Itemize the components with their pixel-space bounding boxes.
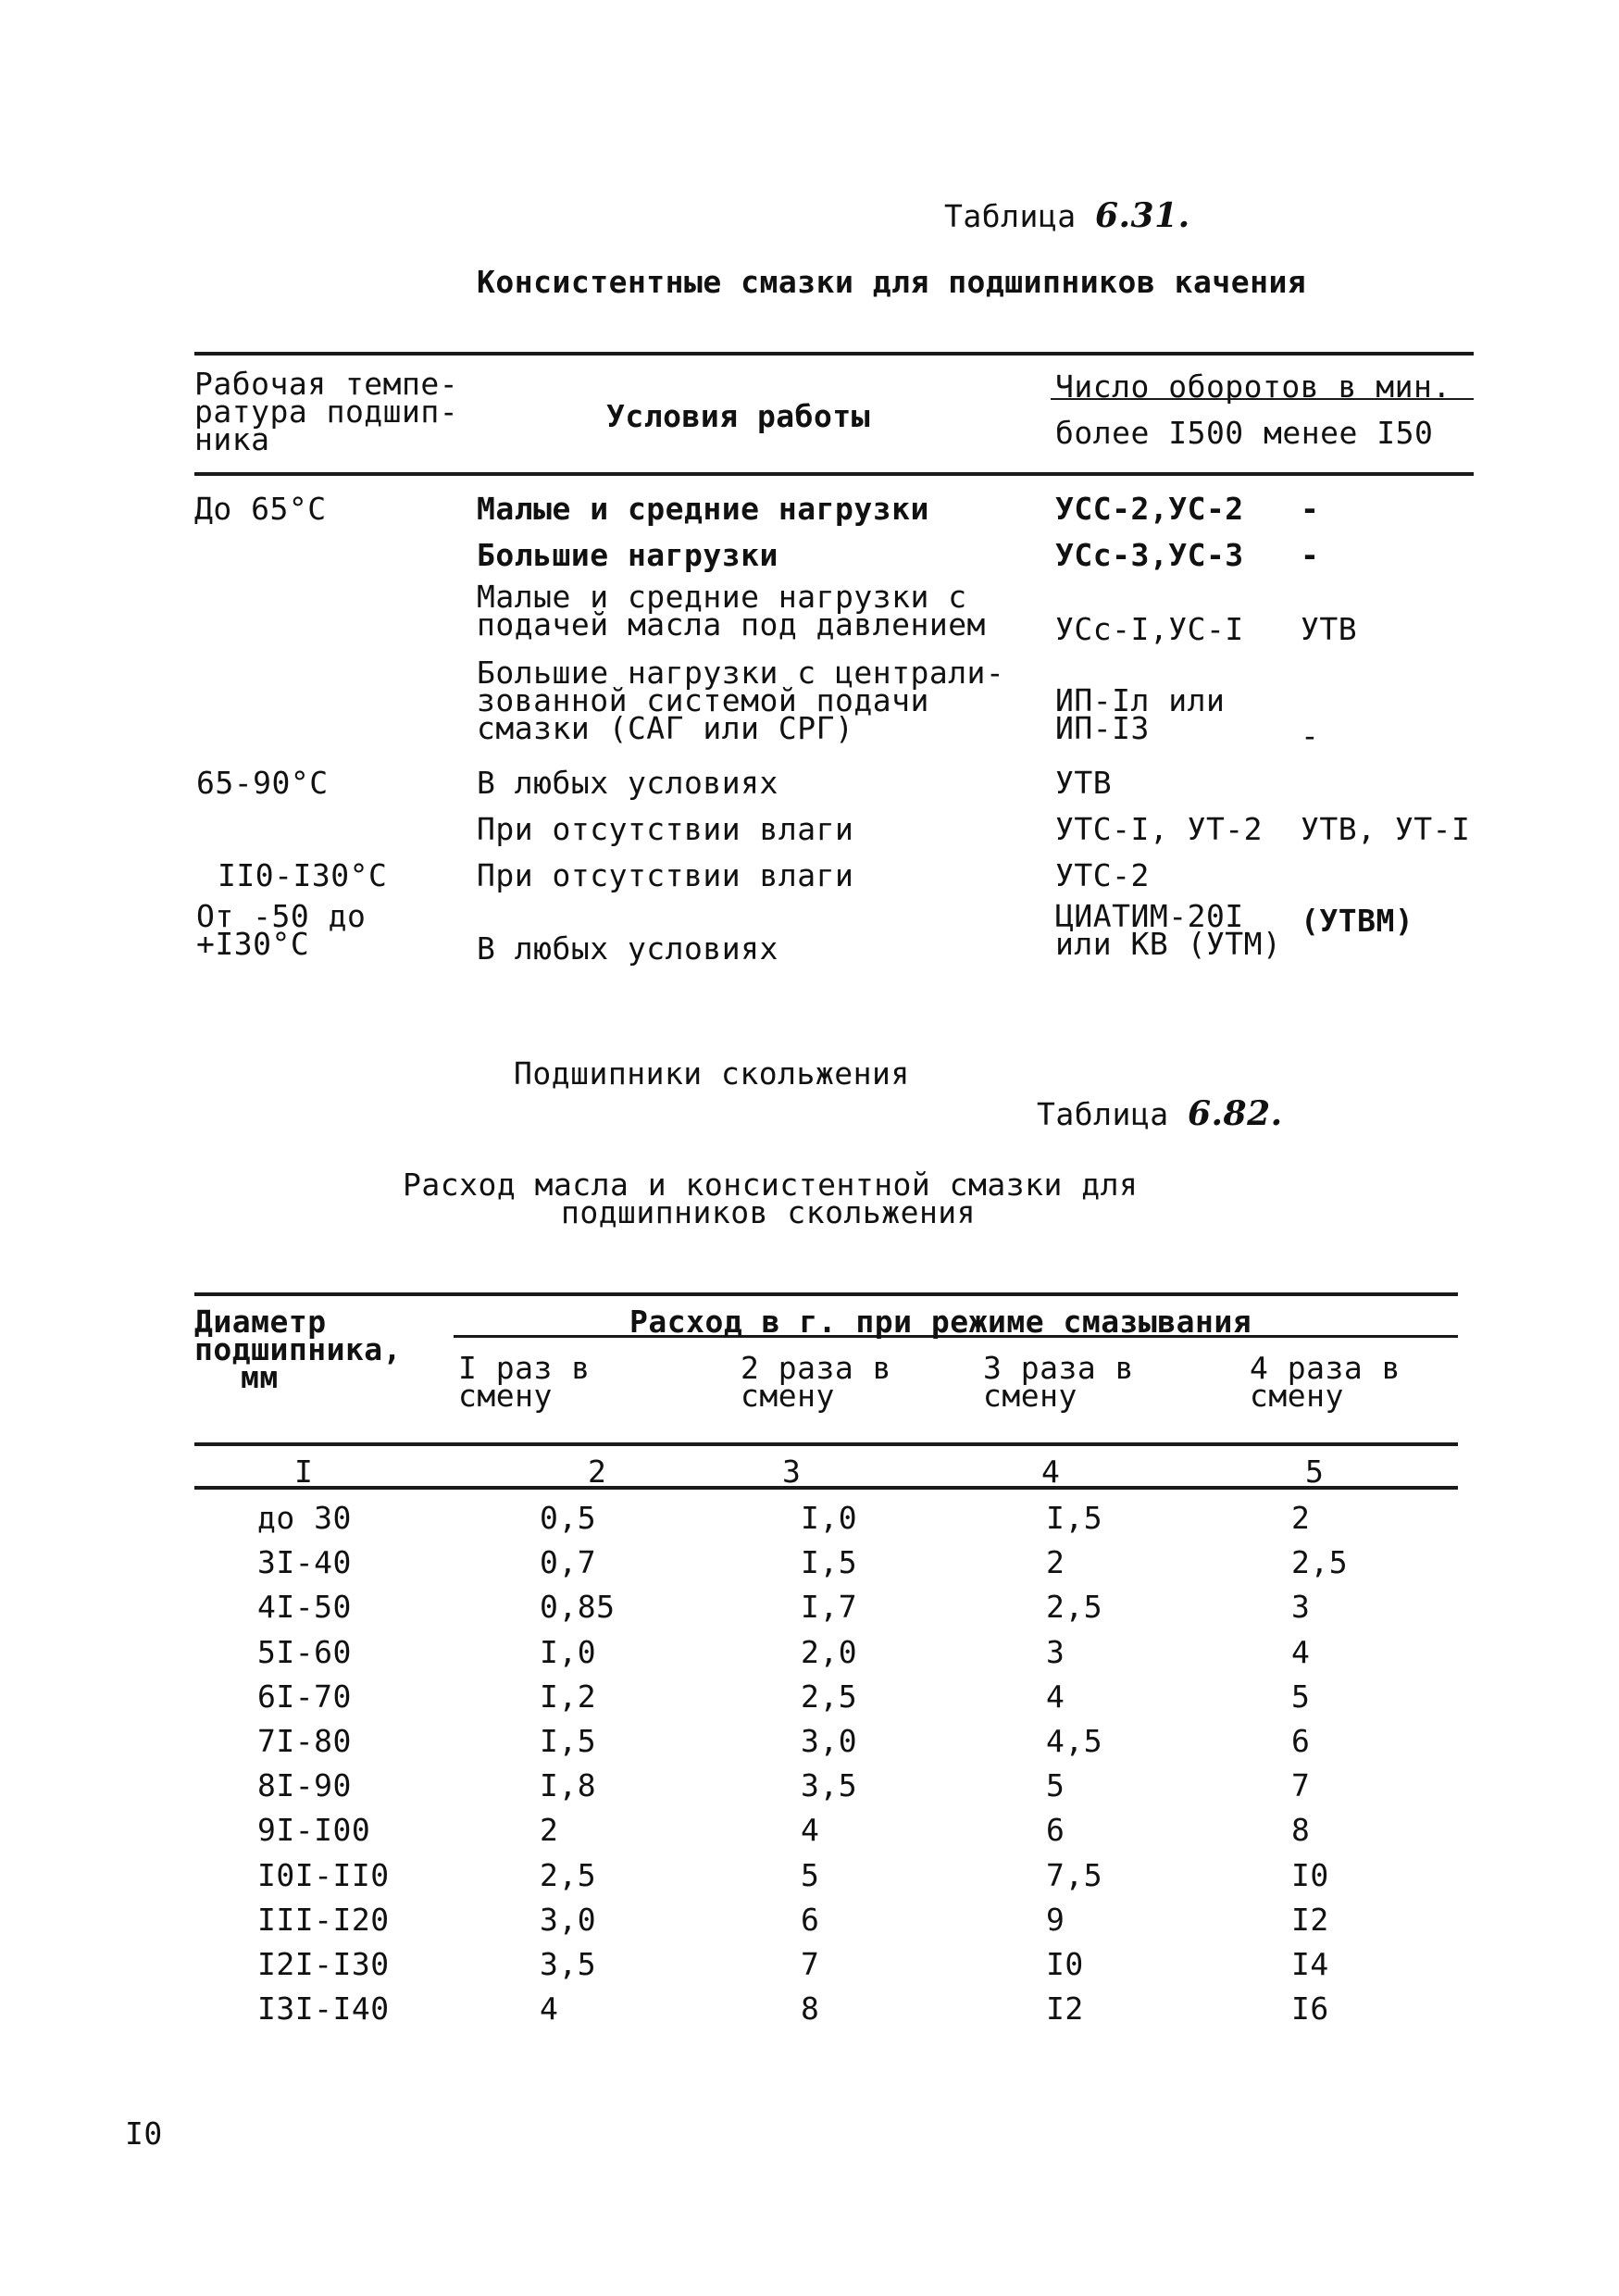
col-line: смену bbox=[1250, 1378, 1344, 1414]
table2-cell-value: 6 bbox=[1291, 1723, 1311, 1759]
table2-caption bbox=[1037, 1094, 1283, 1133]
table2-cell-value: 4 bbox=[1291, 1634, 1311, 1670]
table2-header-rule bbox=[194, 1442, 1458, 1446]
table1-row-cond bbox=[477, 655, 1005, 746]
table2-cell-diameter: III-I20 bbox=[257, 1902, 390, 1938]
high-line: ИП-Iл или bbox=[1055, 682, 1226, 718]
table2-cell-value: 8 bbox=[1291, 1812, 1311, 1848]
table2-col-number: I bbox=[294, 1454, 314, 1490]
table2-cell-value: 0,7 bbox=[540, 1544, 597, 1580]
table2-cell-value: 6 bbox=[1046, 1812, 1065, 1848]
table1-header-temperature bbox=[194, 366, 459, 457]
table1-row-cond bbox=[477, 579, 986, 643]
table2-cell-value: 0,85 bbox=[540, 1589, 616, 1625]
table1-top-rule bbox=[194, 352, 1474, 356]
table2-col-number: 3 bbox=[782, 1454, 802, 1490]
table2-cell-value: I,7 bbox=[801, 1589, 858, 1625]
table1-row-temp: От -50 до +I30°С bbox=[196, 898, 367, 962]
table2-cell-value: I2 bbox=[1291, 1902, 1329, 1938]
header-line: Диаметр bbox=[194, 1304, 327, 1340]
table1-row-temp: II0-I30°С bbox=[218, 857, 388, 893]
table1-row-high: УТС-2 bbox=[1055, 857, 1150, 893]
title-line: Расход масла и консистентной смазки для bbox=[403, 1167, 1139, 1203]
table2-cell-value: I2 bbox=[1046, 1990, 1084, 2027]
page-number: I0 bbox=[125, 2115, 163, 2152]
table2-cell-value: 2,5 bbox=[540, 1857, 597, 1893]
cond-line: Большие нагрузки с централи- bbox=[477, 655, 1005, 691]
table2-cell-value: 9 bbox=[1046, 1902, 1065, 1938]
table2-cell-value: 7,5 bbox=[1046, 1857, 1103, 1893]
table2-cell-diameter: I2I-I30 bbox=[257, 1946, 390, 1982]
table2-cell-value: 4 bbox=[540, 1990, 559, 2027]
table1-row-cond: Малые и средние нагрузки bbox=[477, 491, 929, 527]
col-line: 2 раза в bbox=[741, 1350, 891, 1386]
table1-caption-number: 6.31. bbox=[1094, 196, 1190, 235]
high-line: или КВ (УТМ) bbox=[1055, 926, 1282, 962]
table2-top-rule bbox=[194, 1292, 1458, 1296]
table1-title: Консистентные смазки для подшипников качения bbox=[477, 264, 1307, 300]
table2-cell-value: 8 bbox=[801, 1990, 820, 2027]
table2-title bbox=[403, 1167, 1139, 1230]
table2-cell-diameter: 8I-90 bbox=[257, 1767, 352, 1803]
table2-cell-value: 4 bbox=[1046, 1678, 1065, 1715]
table2-cell-value: 3,5 bbox=[540, 1946, 597, 1982]
table2-cell-value: 4,5 bbox=[1046, 1723, 1103, 1759]
table2-cell-diameter: 7I-80 bbox=[257, 1723, 352, 1759]
table2-cell-diameter: I0I-II0 bbox=[257, 1857, 390, 1893]
table1-row-high: УСс-I,УС-I bbox=[1055, 611, 1244, 647]
table1-row-high bbox=[1055, 898, 1282, 962]
cond-line: смазки (САГ или СРГ) bbox=[477, 710, 854, 746]
table1-row-cond: При отсутствии влаги bbox=[477, 857, 854, 893]
col-line: 4 раза в bbox=[1250, 1350, 1401, 1386]
table2-cell-value: 6 bbox=[801, 1902, 820, 1938]
table2-cell-value: 5 bbox=[1291, 1678, 1311, 1715]
table1-row-cond: В любых условиях bbox=[477, 930, 778, 967]
table2-cell-value: 2 bbox=[1046, 1544, 1065, 1580]
table1-row-cond: В любых условиях bbox=[477, 765, 778, 801]
table1-header-rpm-low: менее I50 bbox=[1264, 415, 1434, 451]
table2-header-diameter bbox=[194, 1304, 403, 1395]
table2-cell-value: 2,5 bbox=[1046, 1589, 1103, 1625]
col-line: смену bbox=[983, 1378, 1077, 1414]
table2-cell-value: I,0 bbox=[540, 1634, 597, 1670]
table2-cell-value: 3 bbox=[1046, 1634, 1065, 1670]
cond-line: Малые и средние нагрузки с bbox=[477, 579, 967, 615]
table2-cell-value: 2 bbox=[1291, 1500, 1311, 1536]
table2-header-col bbox=[458, 1350, 591, 1414]
table2-cell-diameter: 5I-60 bbox=[257, 1634, 352, 1670]
title-line: подшипников скольжения bbox=[560, 1194, 977, 1230]
table2-cell-value: I6 bbox=[1291, 1990, 1329, 2027]
table2-header-col bbox=[741, 1350, 891, 1414]
high-line: ИП-I3 bbox=[1055, 710, 1150, 746]
table2-cell-value: I,5 bbox=[1046, 1500, 1103, 1536]
table2-col-number: 4 bbox=[1041, 1454, 1061, 1490]
table2-number-rule bbox=[194, 1486, 1458, 1490]
header-line: подшипника, bbox=[194, 1331, 403, 1367]
table1-header-conditions: Условия работы bbox=[606, 398, 871, 434]
table1-row-high bbox=[1055, 682, 1226, 746]
table2-cell-diameter: 9I-I00 bbox=[257, 1812, 371, 1848]
table2-cell-value: I,5 bbox=[540, 1723, 597, 1759]
table1-row-high: УТС-I, УТ-2 bbox=[1055, 811, 1264, 847]
table2-cell-value: 3 bbox=[1291, 1589, 1311, 1625]
col-line: I раз в bbox=[458, 1350, 591, 1386]
table2-cell-value: I,2 bbox=[540, 1678, 597, 1715]
table1-header-rpm-high: более I500 bbox=[1055, 415, 1244, 451]
table2-caption-prefix: Таблица bbox=[1037, 1096, 1169, 1132]
table1-row-temp: До 65°С bbox=[194, 491, 327, 527]
high-line: ЦИАТИМ-20I bbox=[1055, 898, 1244, 934]
table2-cell-value: 7 bbox=[801, 1946, 820, 1982]
table2-header-col bbox=[983, 1350, 1134, 1414]
table2-cell-value: 4 bbox=[801, 1812, 820, 1848]
table1-row-low: - bbox=[1301, 718, 1320, 754]
table2-header-group: Расход в г. при режиме смазывания bbox=[629, 1304, 1252, 1340]
table1-header-rpm: Число оборотов в мин. bbox=[1055, 368, 1451, 405]
table2-cell-value: 2,5 bbox=[801, 1678, 858, 1715]
table2-cell-value: 5 bbox=[1046, 1767, 1065, 1803]
section-title: Подшипники скольжения bbox=[514, 1055, 910, 1092]
table1-caption-prefix: Таблица bbox=[944, 198, 1077, 234]
table2-header-col bbox=[1250, 1350, 1401, 1414]
table2-col-number: 5 bbox=[1305, 1454, 1325, 1490]
table2-cell-value: 2 bbox=[540, 1812, 559, 1848]
table1-row-high: УТВ bbox=[1055, 765, 1113, 801]
table1-caption bbox=[944, 196, 1190, 235]
table2-cell-diameter: до 30 bbox=[257, 1500, 352, 1536]
table2-cell-value: I,0 bbox=[801, 1500, 858, 1536]
table2-cell-value: 2,5 bbox=[1291, 1544, 1349, 1580]
table1-row-temp: 65-90°С bbox=[196, 765, 329, 801]
table1-row-low: - bbox=[1301, 537, 1320, 573]
table1-row-low: - bbox=[1301, 491, 1320, 527]
table2-cell-value: 2,0 bbox=[801, 1634, 858, 1670]
header-line: ника bbox=[194, 421, 270, 457]
table2-col-number: 2 bbox=[588, 1454, 607, 1490]
table2-caption-number: 6.82. bbox=[1187, 1094, 1283, 1133]
table2-cell-diameter: 6I-70 bbox=[257, 1678, 352, 1715]
table2-cell-value: 3,0 bbox=[801, 1723, 858, 1759]
table2-cell-value: I,5 bbox=[801, 1544, 858, 1580]
table2-cell-diameter: I3I-I40 bbox=[257, 1990, 390, 2027]
table2-cell-value: 7 bbox=[1291, 1767, 1311, 1803]
table2-cell-value: I0 bbox=[1046, 1946, 1084, 1982]
table2-cell-diameter: 3I-40 bbox=[257, 1544, 352, 1580]
col-line: 3 раза в bbox=[983, 1350, 1134, 1386]
table2-cell-value: 5 bbox=[801, 1857, 820, 1893]
header-line: ратура подшип- bbox=[194, 393, 459, 430]
table2-cell-value: I,8 bbox=[540, 1767, 597, 1803]
col-line: смену bbox=[458, 1378, 553, 1414]
table1-row-low: УТВ, УТ-I bbox=[1301, 811, 1471, 847]
header-line: мм bbox=[241, 1359, 279, 1395]
table1-header-rule bbox=[194, 472, 1474, 476]
table1-row-low: (УТВМ) bbox=[1301, 903, 1414, 939]
table1-row-high: УСс-3,УС-3 bbox=[1055, 537, 1244, 573]
table2-cell-value: I4 bbox=[1291, 1946, 1329, 1982]
table1-row-cond: Большие нагрузки bbox=[477, 537, 778, 573]
table2-cell-value: I0 bbox=[1291, 1857, 1329, 1893]
table2-cell-value: 3,0 bbox=[540, 1902, 597, 1938]
table1-row-low: УТВ bbox=[1301, 611, 1358, 647]
table1-row-cond: При отсутствии влаги bbox=[477, 811, 854, 847]
col-line: смену bbox=[741, 1378, 835, 1414]
header-line: Рабочая темпе- bbox=[194, 366, 459, 402]
cond-line: зованной системой подачи bbox=[477, 682, 929, 718]
table2-cell-value: 0,5 bbox=[540, 1500, 597, 1536]
table2-cell-value: 3,5 bbox=[801, 1767, 858, 1803]
table1-row-high: УСС-2,УС-2 bbox=[1055, 491, 1244, 527]
table2-cell-diameter: 4I-50 bbox=[257, 1589, 352, 1625]
cond-line: подачей масла под давлением bbox=[477, 606, 986, 643]
